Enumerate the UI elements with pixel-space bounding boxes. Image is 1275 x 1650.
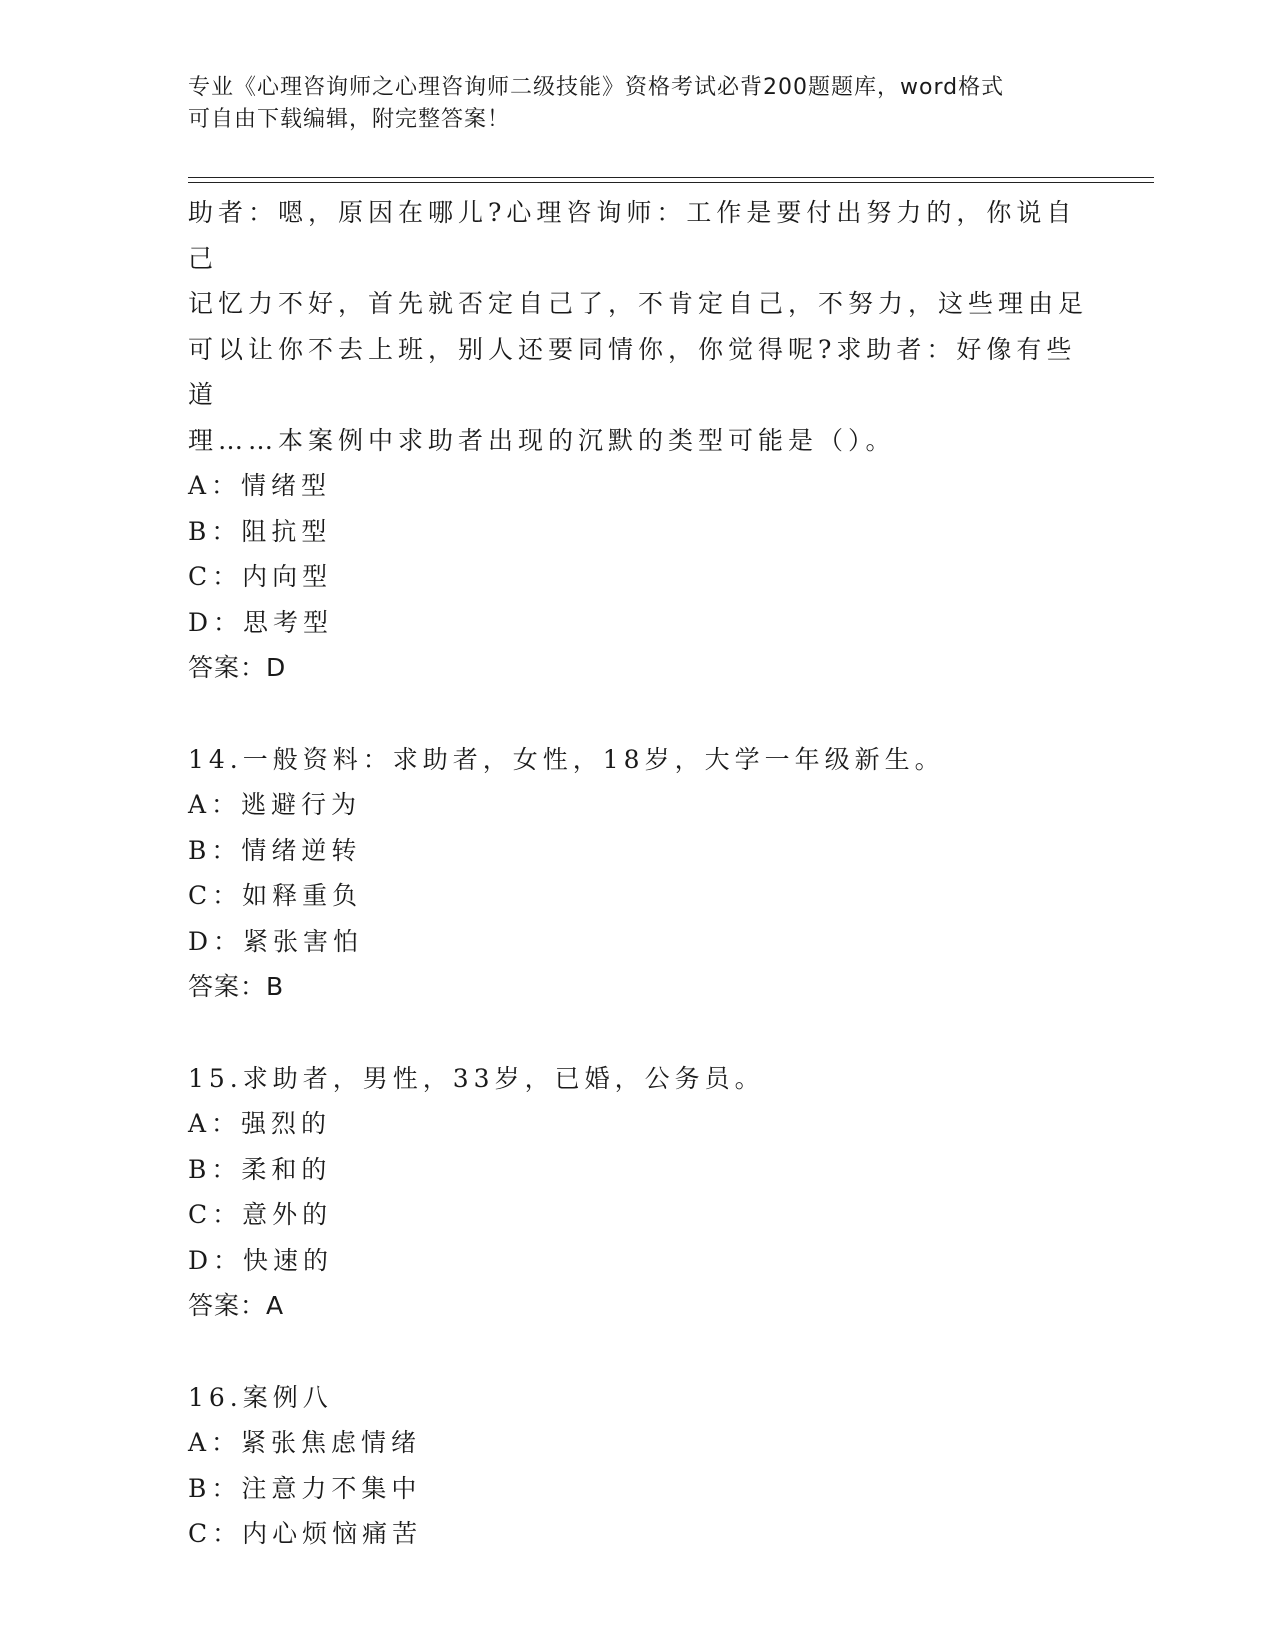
document-header: [188, 72, 1068, 136]
header-title-line-2: 可自由下载编辑，附完整答案！: [188, 107, 511, 132]
question-text-line: 助者：嗯，原因在哪儿?心理咨询师：工作是要付出努力的，你说自己: [188, 198, 1077, 273]
header-divider-top: [188, 177, 1154, 178]
header-title-line-1: 专业《心理咨询师之心理咨询师二级技能》资格考试必背200题题库，word格式: [188, 75, 1005, 100]
option-b: B：柔和的: [188, 1154, 332, 1184]
option-c: C：如释重负: [188, 881, 363, 910]
question-title: 15.求助者，男性，33岁，已婚，公务员。: [188, 1063, 765, 1093]
spacer: [188, 691, 1088, 737]
option-a: A：强烈的: [188, 1109, 332, 1138]
question-13-continuation: [188, 190, 1088, 691]
option-a: A：逃避行为: [188, 790, 362, 819]
answer-line: 答案：D: [188, 653, 287, 682]
question-15: [188, 1056, 1088, 1329]
option-b: B：注意力不集中: [188, 1473, 422, 1503]
question-text-line: 记忆力不好，首先就否定自己了，不肯定自己，不努力，这些理由足: [188, 289, 1089, 318]
answer-line: 答案：A: [188, 1291, 285, 1320]
option-b: B：阻抗型: [188, 516, 332, 546]
question-text-line: 可以让你不去上班，别人还要同情你，你觉得呢?求助者：好像有些道: [188, 334, 1077, 409]
spacer: [188, 1329, 1088, 1375]
question-content: [188, 190, 1088, 1557]
option-c: C：内向型: [188, 562, 333, 591]
option-d: D：紧张害怕: [188, 926, 364, 956]
question-text-line: 理……本案例中求助者出现的沉默的类型可能是（）。: [188, 425, 896, 455]
answer-line: 答案：B: [188, 972, 285, 1001]
option-a: A：情绪型: [188, 471, 332, 500]
option-d: D：思考型: [188, 607, 334, 637]
option-d: D：快速的: [188, 1245, 334, 1275]
question-title: 16.案例八: [188, 1382, 333, 1412]
option-c: C：意外的: [188, 1200, 333, 1229]
question-title: 14.一般资料：求助者，女性，18岁，大学一年级新生。: [188, 744, 945, 774]
spacer: [188, 1010, 1088, 1056]
question-16: [188, 1375, 1088, 1557]
option-c: C：内心烦恼痛苦: [188, 1519, 423, 1548]
question-14: [188, 737, 1088, 1010]
option-b: B：情绪逆转: [188, 835, 362, 865]
header-divider-bottom: [188, 182, 1154, 183]
option-a: A：紧张焦虑情绪: [188, 1428, 422, 1457]
